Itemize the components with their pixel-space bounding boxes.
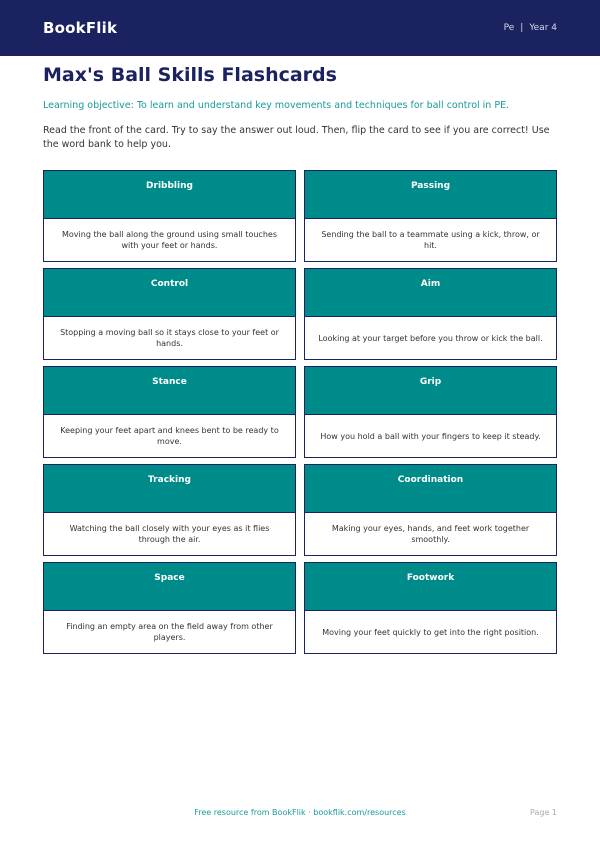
flashcard[interactable] [43, 170, 296, 262]
flashcard-term: Grip [305, 367, 556, 414]
flashcard-term: Coordination [305, 465, 556, 512]
flashcard-definition: Moving the ball along the ground using small touches with your feet or hands. [44, 218, 295, 261]
flashcard[interactable] [43, 366, 296, 458]
flashcard[interactable] [43, 464, 296, 556]
flashcard-definition: Making your eyes, hands, and feet work together smoothly. [305, 512, 556, 555]
flashcard[interactable] [304, 268, 557, 360]
flashcard[interactable] [304, 464, 557, 556]
flashcard-definition: Keeping your feet apart and knees bent to be ready to move. [44, 414, 295, 457]
flashcard[interactable] [43, 562, 296, 654]
flashcard-definition: Stopping a moving ball so it stays close to your feet or hands. [44, 316, 295, 359]
footer-link[interactable]: Free resource from BookFlik · bookflik.com/resources [194, 808, 406, 817]
flashcard[interactable] [304, 170, 557, 262]
flashcard-term: Aim [305, 269, 556, 316]
flashcard-definition: Moving your feet quickly to get into the right position. [305, 610, 556, 653]
flashcard-definition: Looking at your target before you throw or kick the ball. [305, 316, 556, 359]
flashcard-term: Passing [305, 171, 556, 218]
meta-separator: | [520, 23, 524, 33]
header-meta [504, 23, 557, 33]
flashcard[interactable] [43, 268, 296, 360]
flashcard-definition: Sending the ball to a teammate using a kick, throw, or hit. [305, 218, 556, 261]
instructions-text: Read the front of the card. Try to say the answer out loud. Then, flip the card to see if you are correct! Use the word bank to help you. [43, 125, 550, 150]
flashcard-term: Stance [44, 367, 295, 414]
flashcard-term: Tracking [44, 465, 295, 512]
flashcard-term: Dribbling [44, 171, 295, 218]
flashcard[interactable] [304, 366, 557, 458]
flashcard-grid [43, 170, 557, 654]
flashcard[interactable] [304, 562, 557, 654]
learning-objective: Learning objective: To learn and understand key movements and techniques for ball control in PE. [43, 100, 510, 111]
page-number: Page 1 [530, 808, 557, 817]
flashcard-definition: How you hold a ball with your fingers to keep it steady. [305, 414, 556, 457]
flashcard-term: Footwork [305, 563, 556, 610]
flashcard-definition: Watching the ball closely with your eyes as it flies through the air. [44, 512, 295, 555]
page-title: Max's Ball Skills Flashcards [43, 64, 337, 86]
subject-label: Pe [503, 23, 515, 33]
flashcard-term: Control [44, 269, 295, 316]
brand-logo[interactable]: BookFlik [43, 19, 118, 37]
flashcard-term: Space [44, 563, 295, 610]
year-label: Year 4 [529, 23, 557, 33]
header-bar [0, 0, 600, 56]
flashcard-definition: Finding an empty area on the field away from other players. [44, 610, 295, 653]
